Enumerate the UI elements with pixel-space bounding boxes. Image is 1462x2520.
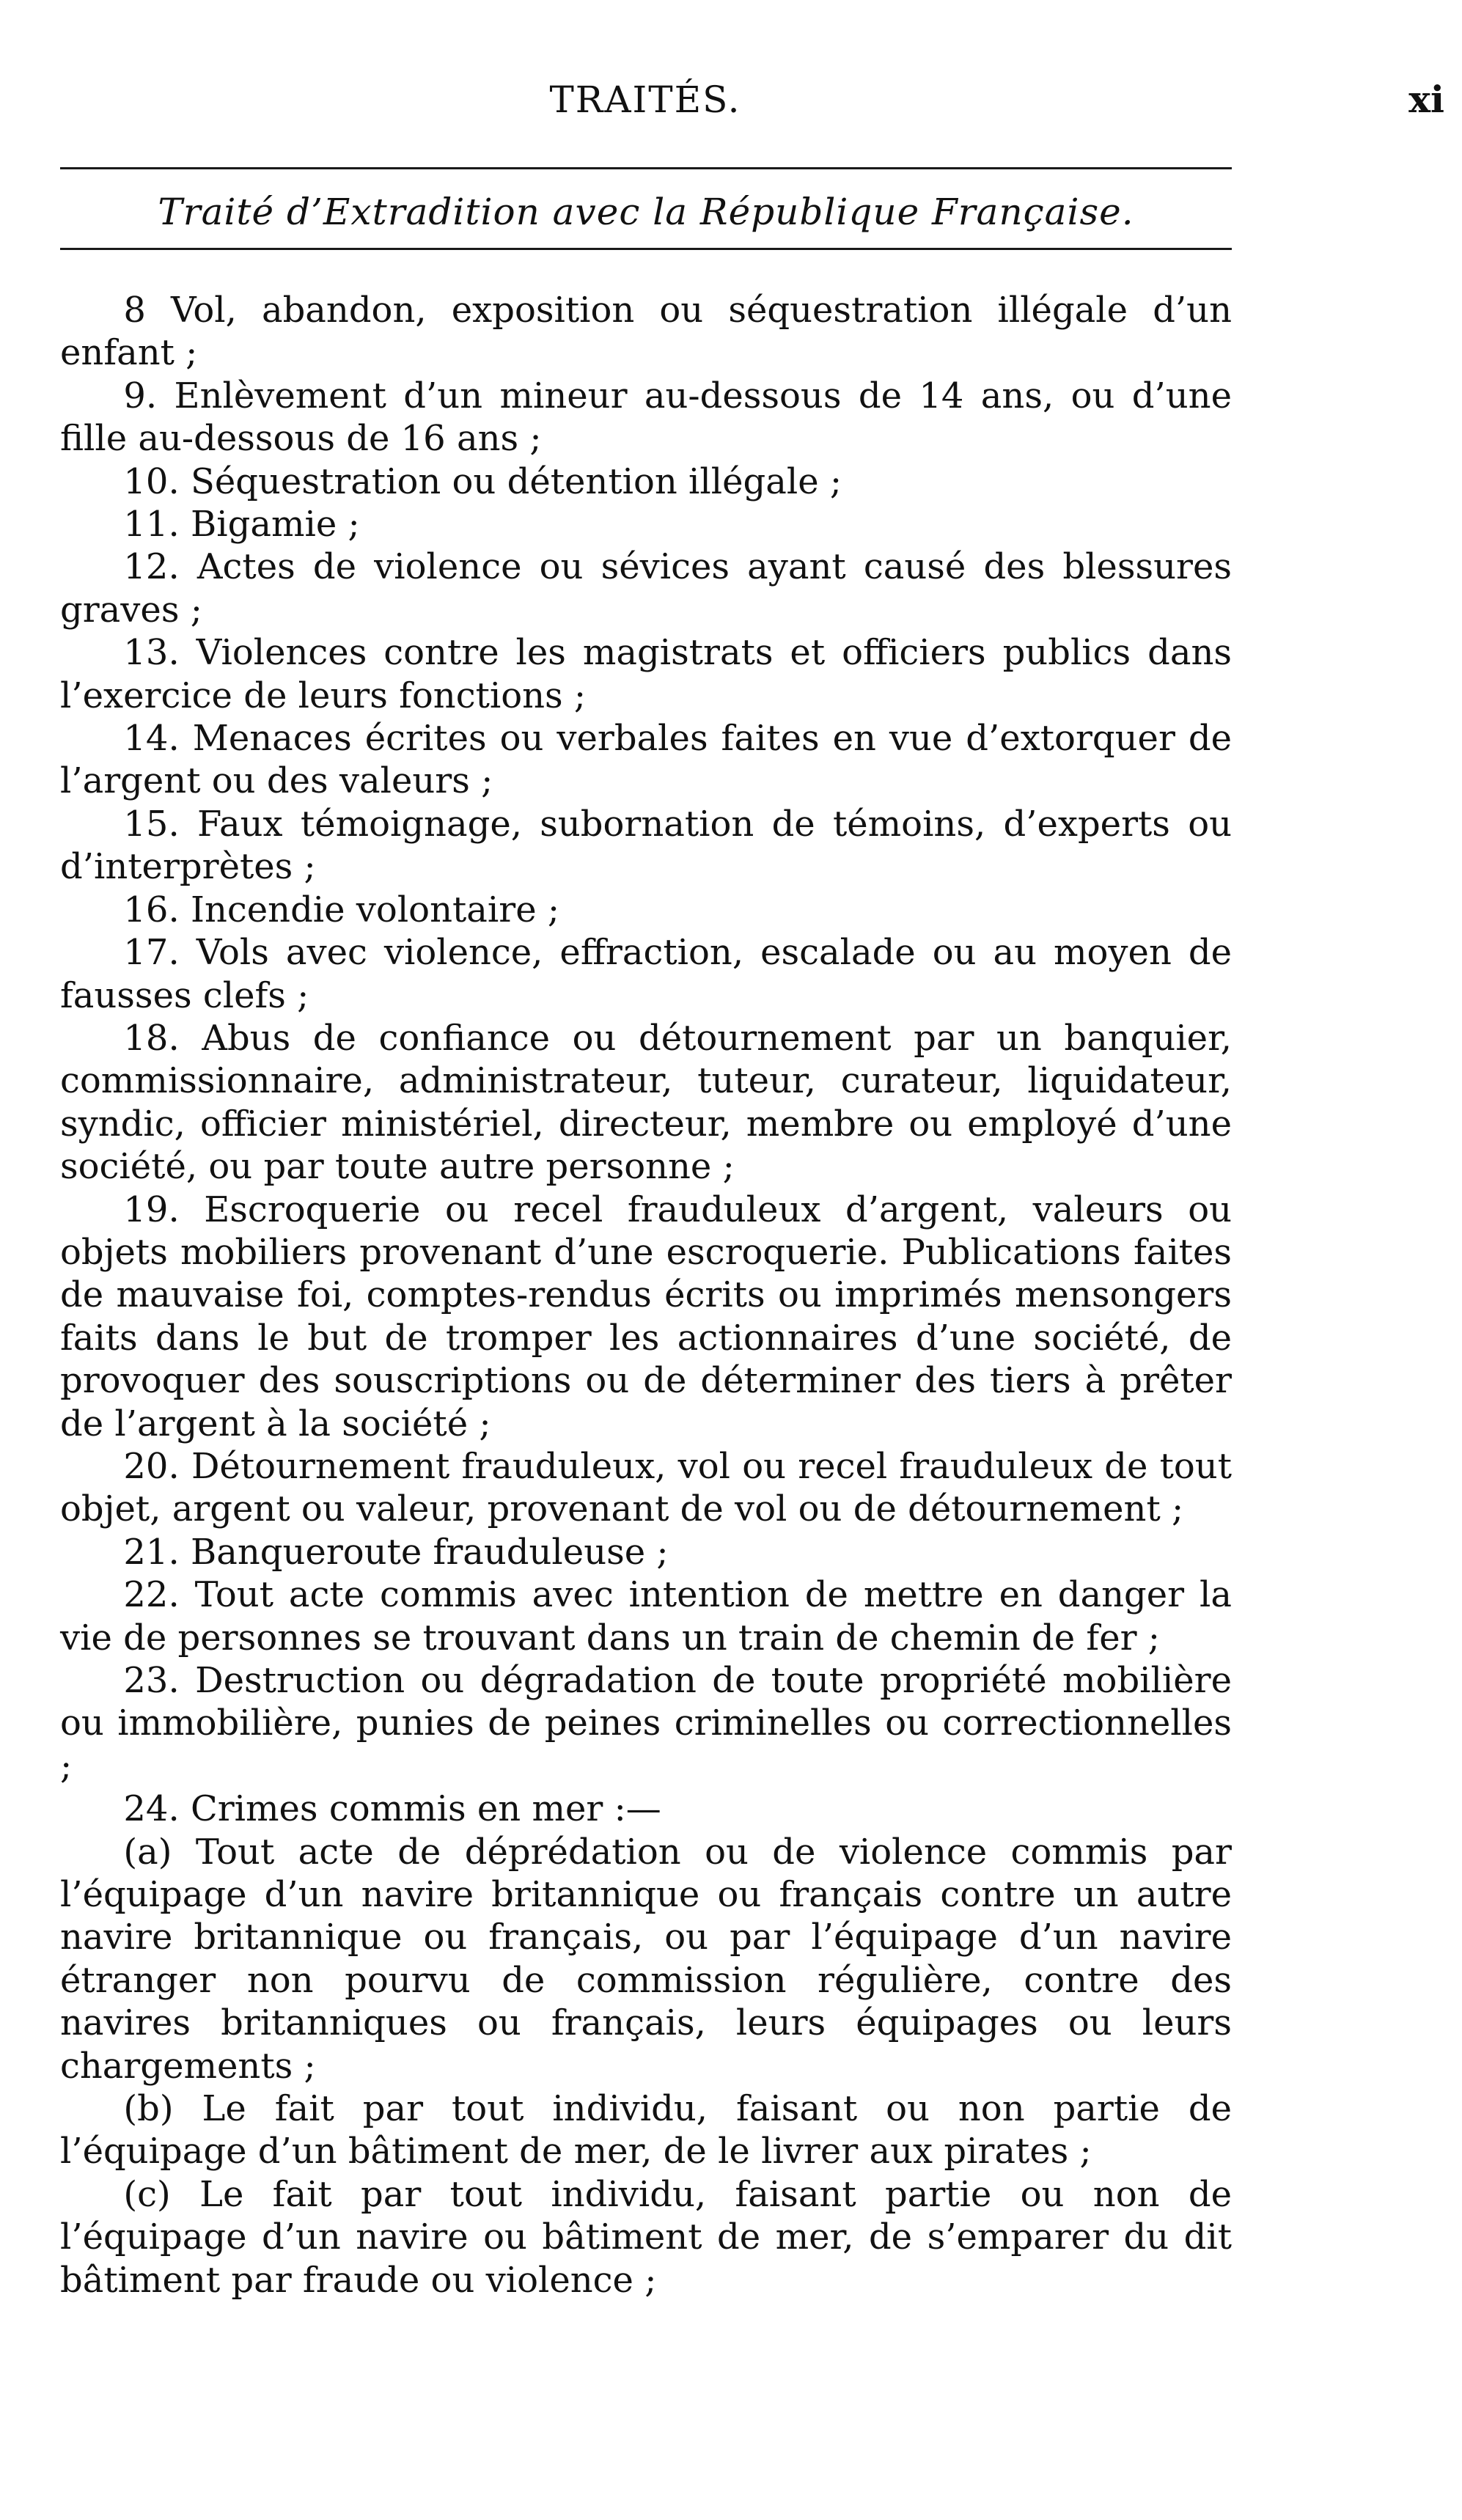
paragraph-item-18: 18. Abus de confiance ou détournement par un banquier, commissionnaire, administrateur, tuteur, curateur, liquidateur, syndic, officier ministériel, directeur, membre ou employé d’une société, ou par toute autre personne ;: [60, 1017, 1232, 1188]
paragraph-item-17: 17. Vols avec violence, effraction, escalade ou au moyen de fausses clefs ;: [60, 932, 1232, 1016]
bottom-rule: [60, 248, 1232, 250]
body-text: [60, 289, 1232, 2302]
paragraph-item-8: 8 Vol, abandon, exposition ou séquestration illégale d’un enfant ;: [60, 290, 1232, 374]
paragraph-item-21: 21. Banqueroute frauduleuse ;: [123, 1531, 669, 1573]
paragraph-item-13: 13. Violences contre les magistrats et officiers publics dans l’exercice de leurs fonctions ;: [60, 632, 1232, 716]
paragraph-item-24: 24. Crimes commis en mer :—: [123, 1788, 661, 1830]
paragraph-item-12: 12. Actes de violence ou sévices ayant causé des blessures graves ;: [60, 546, 1232, 631]
paragraph-item-24b: (b) Le fait par tout individu, faisant ou non partie de l’équipage d’un bâtiment de mer, de le livrer aux pirates ;: [60, 2088, 1232, 2172]
paragraph-item-9: 9. Enlèvement d’un mineur au-dessous de 14 ans, ou d’une fille au-dessous de 16 ans ;: [60, 375, 1232, 460]
top-rule: [60, 167, 1232, 169]
paragraph-item-24a: (a) Tout acte de déprédation ou de violence commis par l’équipage d’un navire britannique ou français contre un autre navire britannique ou français, ou par l’équipage d’un navire étranger non pourvu de commission régulière, contre des navires britanniques ou français, leurs équipages ou leurs chargements ;: [60, 1831, 1232, 2087]
paragraph-item-15: 15. Faux témoignage, subornation de témoins, d’experts ou d’interprètes ;: [60, 803, 1232, 888]
paragraph-item-19: 19. Escroquerie ou recel frauduleux d’argent, valeurs ou objets mobiliers provenant d’une escroquerie. Publications faites de mauvaise foi, comptes-rendus écrits ou imprimés mensongers faits dans le but de tromper les actionnaires d’une société, de provoquer des souscriptions ou de déterminer des tiers à prêter de l’argent à la société ;: [60, 1189, 1232, 1444]
paragraph-item-23: 23. Destruction ou dégradation de toute propriété mobilière ou immobilière, punies de peines criminelles ou correctionnelles ;: [60, 1660, 1232, 1787]
running-title: TRAITÉS.: [549, 78, 741, 121]
section-subtitle: Traité d’Extradition avec la République Française.: [158, 191, 1134, 233]
paragraph-item-24c: (c) Le fait par tout individu, faisant partie ou non de l’équipage d’un navire ou bâtiment de mer, de s’emparer du dit bâtiment par fraude ou violence ;: [60, 2173, 1232, 2301]
paragraph-item-16: 16. Incendie volontaire ;: [123, 889, 560, 930]
page-number: xi: [1408, 78, 1444, 121]
paragraph-item-10: 10. Séquestration ou détention illégale ;: [123, 460, 842, 502]
paragraph-item-14: 14. Menaces écrites ou verbales faites en vue d’extorquer de l’argent ou des valeurs ;: [60, 718, 1232, 802]
running-head: [0, 70, 1462, 129]
paragraph-item-20: 20. Détournement frauduleux, vol ou recel frauduleux de tout objet, argent ou valeur, provenant de vol ou de détournement ;: [60, 1445, 1232, 1530]
paragraph-item-11: 11. Bigamie ;: [123, 504, 360, 545]
paragraph-item-22: 22. Tout acte commis avec intention de mettre en danger la vie de personnes se trouvant dans un train de chemin de fer ;: [60, 1574, 1232, 1658]
